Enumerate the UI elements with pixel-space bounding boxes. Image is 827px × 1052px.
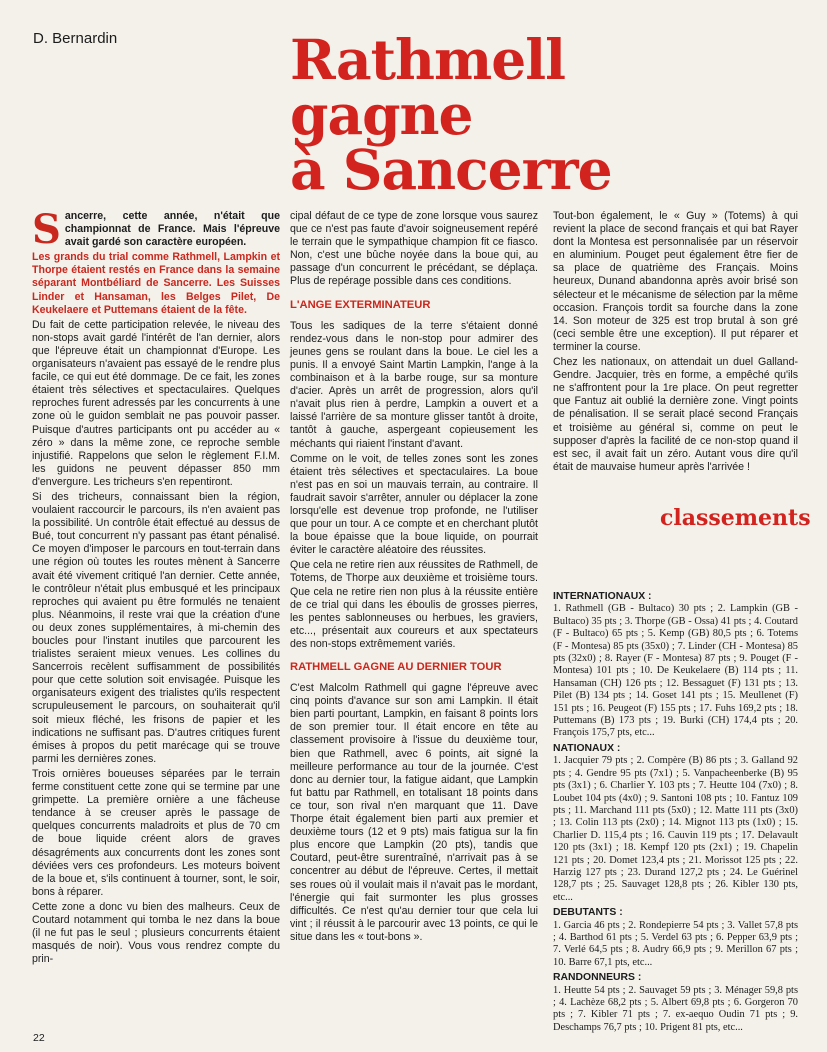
body-paragraph: cipal défaut de ce type de zone lorsque vous saurez que ce n'est pas faute d'avoir soigneusement repéré le terrain que le sympathique champion fit ce fiasco. Non, c'est une bûche noyée dans la boue qui, au passage d'un concurrent le précédant, se déplaça. Plus de repérage possible dans ces conditions. (290, 210, 538, 288)
body-paragraph: Trois ornières boueuses séparées par le terrain ferme constituent cette zone qui se termine par une grimpette. La première ornière a une fâcheuse tendance à se creuser après le passage de quelques concurrents maladroits et plus de 70 cm de boue liquide créent alors de graves désagréments aux concurrents dont les zones sont déviées vers ces profondeurs. Les moteurs boivent de la boue et, s'ils continuent à tourner, sont, le soir, bons à réparer. (32, 767, 280, 898)
drop-cap: S (32, 206, 61, 253)
results-text: 1. Jacquier 79 pts ; 2. Compère (B) 86 pts ; 3. Galland 92 pts ; 4. Gendre 95 pts (7x1) ; 5. Vanpacheenberke (B) 95 pts (3x1) ; 6. Charlier Y. 103 pts ; 7. Heutte 104 (7x0) ; 8. Loubet 104 pts (4x0) ; 9. Santoni 108 pts ; 10. Fantuz 109 pts ; 11. Marchand 111 pts (5x0) ; 12. Matte 111 pts (3x0) ; 13. Colin 113 pts (2x0) ; 14. Mignot 113 pts (1x0) ; 15. Charlier D. 115,4 pts ; 16. Cauvin 119 pts ; 17. Delavault 120 pts (3x1) ; 18. Kempf 120 pts (2x1) ; 19. Chapelin 121 pts ; 20. Domet 123,4 pts ; 21. Morissot 125 pts ; 22. Harzig 127 pts ; 23. Durand 127,2 pts ; 24. Le Guérinel 128,7 pts ; 25. Sauvaget 128,8 pts ; 26. Kibler 130 pts, etc... (553, 755, 798, 903)
author-byline: D. Bernardin (33, 30, 118, 47)
body-paragraph: Si des tricheurs, connaissant bien la région, voulaient raccourcir le parcours, ils n'en avaient pas la possibilité. Un contrôle était effectué au dessus de Bué, tout concurrent n'y passant pas étant pénalisé. Ce moyen d'imposer le parcours en tout-terrain dans une région où toutes les routes mènent à Sancerre avait été vivement critiqué l'an dernier. Cette année, le contrôleur n'était plus embusqué et les principaux reproches qui avaient pu être formulés ne tenaient plus. Néanmoins, il reste vrai que la création d'une ou deux zones supplémentaires, à mi-chemin des boucles pour l'instant inutiles que parcourent les trialistes seraient mieux venues. Les collines du Sancerrois recèlent suffisamment de possibilités pour que cette solution soit envisagée. Puisque les organisateurs exigent des trialistes qu'ils respectent scrupuleusement le parcours, on souhaiterait qu'il soit mieux fléché, les frisons de papier et les indications ne suffisant pas. D'autres critiques furent émises à propos du petit marécage qui se trouve parmi les dernières zones. (32, 490, 280, 765)
section-heading: L'ANGE EXTERMINATEUR (290, 298, 431, 311)
body-paragraph: Cette zone a donc vu bien des malheurs. Ceux de Coutard notamment qui tomba le nez dans la boue (il ne fut pas le seul ; plusieurs concurrents étaient masqués de noir). Vous vous rendrez compte du prin- (32, 900, 280, 966)
results-category: RANDONNEURS : (553, 972, 642, 984)
body-paragraph: Comme on le voit, de telles zones sont les zones étaient très sélectives et spectaculaires. La boue n'est pas en soi un mauvais terrain, au contraire. Il faudrait savoir s'arrêter, annuler ou déplacer la zone lorsqu'elle est devenue trop profonde, ne l'utiliser que pour un tour. A ce compte et en cherchant plutôt la boue épaisse que la boue liquide, on pourrait éviter le caractère aléatoire des réussites. (290, 452, 538, 557)
headline-line: gagne (290, 82, 473, 147)
classements-heading: classements (660, 505, 811, 531)
lead-paragraph (32, 206, 280, 253)
results-text: 1. Heutte 54 pts ; 2. Sauvaget 59 pts ; 3. Ménager 59,8 pts ; 4. Lachèze 68,2 pts ; 5. Albert 69,8 pts ; 6. Gorgeron 70 pts ; 7. Kibler 71 pts ; 7. ex-aequo Oudin 71 pts ; 9. Deschamps 76,7 pts ; 10. Prigent 81 pts, etc... (553, 984, 798, 1033)
page-number: 22 (33, 1032, 45, 1044)
results-category: NATIONAUX : (553, 742, 621, 754)
results-text: 1. Garcia 46 pts ; 2. Rondepierre 54 pts ; 3. Vallet 57,8 pts ; 4. Barthod 61 pts ; 5. Verdel 63 pts ; 6. Pepper 63,9 pts ; 7. Verlé 64,5 pts ; 8. Audry 66,9 pts ; 9. Merillon 67 pts ; 10. Barre 67,1 pts, etc... (553, 919, 798, 968)
body-paragraph: C'est Malcolm Rathmell qui gagne l'épreuve avec cinq points d'avance sur son ami Lampkin. Il était bien parti pourtant, Lampkin, en faisant 8 points lors de son premier tour. Il était encore en tête au classement provisoire à l'issue du deuxième tour, bien que Rathmell, avec 6 points, ait signé la meilleure performance au tour de la journée. C'est donc au dernier tour, la fatigue aidant, que Lampkin fut battu par Rathmell, en totalisant 18 points dans ce tour, son rival n'en marquant que 11. Dave Thorpe était également bien parti aux premier et deuxième tours (12 et 9 pts) mais fatigua sur la fin plus encore que Lampkin (20 pts), tandis que Coutard, peut-être surentraîné, n'arrivait pas à se concentrer au début de l'épreuve. Certes, il mettait ses roues où il voulait mais il n'avait pas le mordant, l'énergie qui fait surmonter les plus grosses difficultés. Ce n'est qu'au dernier tour que cela lui vint ; il réussit à le parcourir avec 13 points, ce qui le situe dans les « tout-bons ». (290, 682, 538, 943)
article-column-3 (553, 210, 798, 476)
lead-text: ancerre, cette année, n'était que championnat de France. Mais l'épreuve avait gardé son caractère européen. (64, 210, 280, 249)
headline-line: à Sancerre (290, 137, 612, 202)
body-paragraph: Tous les sadiques de la terre s'étaient donné rendez-vous dans le non-stop pour admirer des jeunes gens se roulant dans la boue. Le ciel les a punis. Il a envoyé Saint Martin Lampkin, l'ange à la combinaison et à la barbe rouge, sur sa monture d'acier. Après un arrêt de progression, alors qu'il n'avait plus rien à perdre, Lampkin a ouvert et a laissé l'arrière de sa monture glisser tantôt à droite, tantôt à gauche, aspergeant copieusement les méchants qui riaient l'instant d'avant. (290, 319, 538, 450)
lead-paragraph-red: Les grands du trial comme Rathmell, Lampkin et Thorpe étaient restés en France dans la semaine séparant Montbéliard de Sancerre. Les Suisses Linder et Hansaman, les Belges Pilet, De Keukelaere et Puttemans étaient de la fête. (32, 251, 280, 316)
results-category: INTERNATIONAUX : (553, 591, 652, 602)
headline-line: Rathmell (290, 27, 565, 92)
headline (290, 27, 612, 202)
body-paragraph: Chez les nationaux, on attendait un duel Galland-Gendre. Jacquier, très en forme, a empêché qu'ils ne s'affrontent pour la 1re place. On peut regretter que Fantuz ait oublié la dernière zone. Vingt points de pénalisation. Il se serait placé second Français et troisième au général si, comme on peut le supposer d'après la facilité de ce non-stop quand il est sec, il avait fait un zéro. Autant vous dire qu'il était de mauvaise humeur après l'arrivée ! (553, 356, 798, 473)
results-list (553, 590, 798, 1037)
results-text: 1. Rathmell (GB - Bultaco) 30 pts ; 2. Lampkin (GB - Bultaco) 35 pts ; 3. Thorpe (GB - Ossa) 41 pts ; 4. Coutard (F - Bultaco) 65 pts ; 5. Kemp (GB) 80,5 pts ; 6. Totems (F - Montesa) 85 pts (35x0) ; 7. Linder (CH - Montesa) 85 pts (32x0) ; 8. Rayer (F - Montesa) 87 pts ; 9. Pouget (F - Montesa) 101 pts ; 10. De Keukelaere (B) 114 pts ; 11. Hansaman (CH) 126 pts ; 12. Bessaguet (F) 131 pts ; 13. Pilet (B) 134 pts ; 14. Goset 141 pts ; 15. Meullenet (F) 151 pts ; 16. Peugeot (F) 155 pts ; 17. Fuhs 169,2 pts ; 18. Puttemans (B) 173 pts ; 19. Burki (CH) 174,4 pts ; 20. François 175,7 pts, etc... (553, 603, 798, 739)
results-category: DEBUTANTS : (553, 907, 623, 919)
body-paragraph: Du fait de cette participation relevée, le niveau des non-stops avait gardé l'intérêt de l'an dernier, alors que l'épreuve était un championnat d'Europe. Les organisateurs n'avaient pas essayé de le rendre plus facile, ce qui eut été dommage. De ce fait, les zones étaient très sélectives et spectaculaires. Quelques reproches furent adressés par les concurrents à une zone où le guidon semblait ne pas pouvoir passer. Puisque d'autres participants ont pu accéder au « zéro » dans la même zone, ce reproche semble injustifié. Rappelons que selon le règlement F.I.M. les guidons ne peuvent dépasser 850 mm d'envergure. Les tricheurs s'en repentiront. (32, 318, 280, 488)
body-paragraph: Que cela ne retire rien aux réussites de Rathmell, de Totems, de Thorpe aux deuxième et troisième tours. Que cela ne retire rien non plus à la réussite entière de ce trial qui dans les éboulis de grosses pierres, les pentes sablonneuses ou herbues, les graviers, etc..., présentait aux coureurs et aux spectateurs des non-stops extrêmement variés. (290, 559, 538, 650)
article-column-1 (32, 206, 280, 968)
section-heading: RATHMELL GAGNE AU DERNIER TOUR (290, 661, 502, 673)
article-column-2 (290, 210, 538, 946)
body-paragraph: Tout-bon également, le « Guy » (Totems) à qui revient la place de second français et qui bat Rayer dont la Montesa est personnalisée par un réservoir en aluminium. Pouget peut également être fier de sa place de quatrième des Français. Moins heureux, Dunand abandonna après avoir brisé son sélecteur et le mécanisme de sélection par la même occasion. François tordit sa fourche dans la zone 14. Son moteur de 325 est trop brutal à son gré (ceci semble être une exception). Il put réparer et terminer la course. (553, 210, 798, 353)
